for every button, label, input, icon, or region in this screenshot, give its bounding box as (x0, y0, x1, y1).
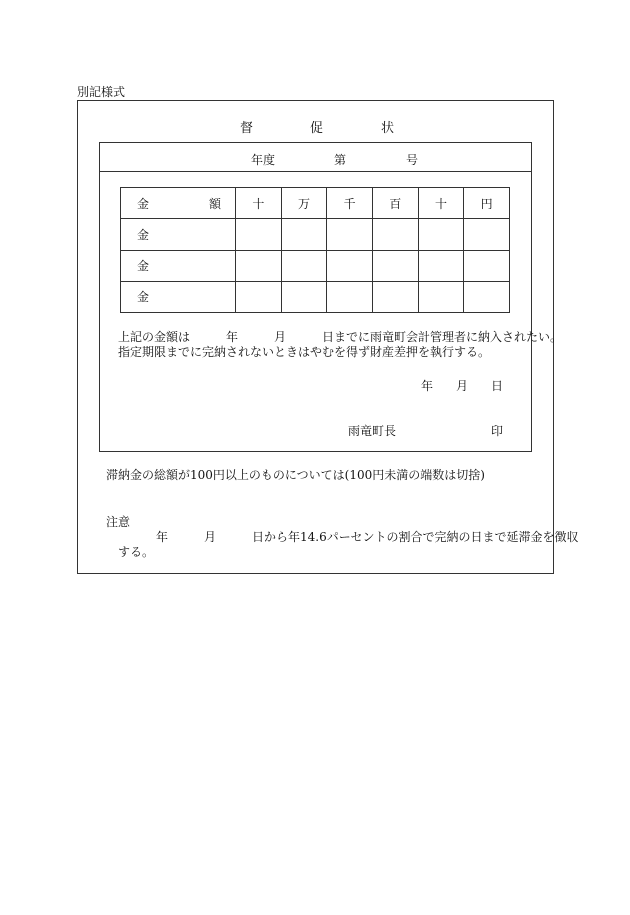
table-row (121, 250, 510, 281)
digit-header-cell: 十 (236, 188, 282, 219)
amount-cell (327, 281, 373, 312)
amount-cell (236, 250, 282, 281)
note-heading: 注意 (106, 515, 131, 529)
amount-label-b: 額 (208, 196, 221, 211)
seal-label: 印 (491, 424, 504, 438)
digit-header-cell: 円 (464, 188, 510, 219)
amount-cell (418, 219, 464, 250)
issue-year-label: 年 (421, 379, 434, 393)
amount-header-cell (121, 188, 236, 219)
seizure-warning-text: 指定期限までに完納されないときはやむを得ず財産差押を執行する。 (118, 345, 491, 359)
payment-deadline-text: 上記の金額は 年 月 日までに雨竜町会計管理者に納入されたい。 (118, 330, 563, 344)
amount-cell (281, 281, 327, 312)
amount-cell (236, 219, 282, 250)
note-line-1: 年 月 日から年14.6パーセントの割合で完納の日まで延滞金を徴収 (156, 530, 579, 544)
title-char-3: 状 (381, 121, 395, 136)
amount-table-header-row (121, 188, 510, 219)
mayor-title: 雨竜町長 (348, 424, 397, 438)
number-suffix-label: 号 (406, 153, 419, 167)
amount-label-a: 金 (137, 196, 150, 211)
amount-cell (418, 281, 464, 312)
amount-table (120, 187, 510, 313)
issue-day-label: 日 (491, 379, 504, 393)
amount-cell (327, 219, 373, 250)
amount-cell (327, 250, 373, 281)
amount-cell (372, 219, 418, 250)
amount-cell (464, 281, 510, 312)
amount-cell (372, 250, 418, 281)
fiscal-year-label: 年度 (251, 153, 276, 167)
digit-header-cell: 千 (327, 188, 373, 219)
late-fee-footnote: 滞納金の総額が100円以上のものについては(100円未満の端数は切捨) (106, 468, 485, 482)
row-label: 金 (121, 219, 236, 250)
amount-cell (281, 250, 327, 281)
form-caption: 別記様式 (77, 85, 126, 99)
amount-cell (464, 219, 510, 250)
header-divider (99, 171, 532, 172)
row-label: 金 (121, 281, 236, 312)
row-label: 金 (121, 250, 236, 281)
note-line-2: する。 (118, 545, 155, 559)
digit-header-cell: 百 (372, 188, 418, 219)
table-row (121, 281, 510, 312)
title-char-1: 督 (240, 121, 254, 136)
title-char-2: 促 (310, 121, 324, 136)
amount-cell (236, 281, 282, 312)
table-row (121, 219, 510, 250)
amount-cell (372, 281, 418, 312)
number-prefix-label: 第 (334, 153, 347, 167)
amount-cell (464, 250, 510, 281)
digit-header-cell: 十 (418, 188, 464, 219)
amount-cell (281, 219, 327, 250)
amount-cell (418, 250, 464, 281)
digit-header-cell: 万 (281, 188, 327, 219)
issue-month-label: 月 (456, 379, 469, 393)
